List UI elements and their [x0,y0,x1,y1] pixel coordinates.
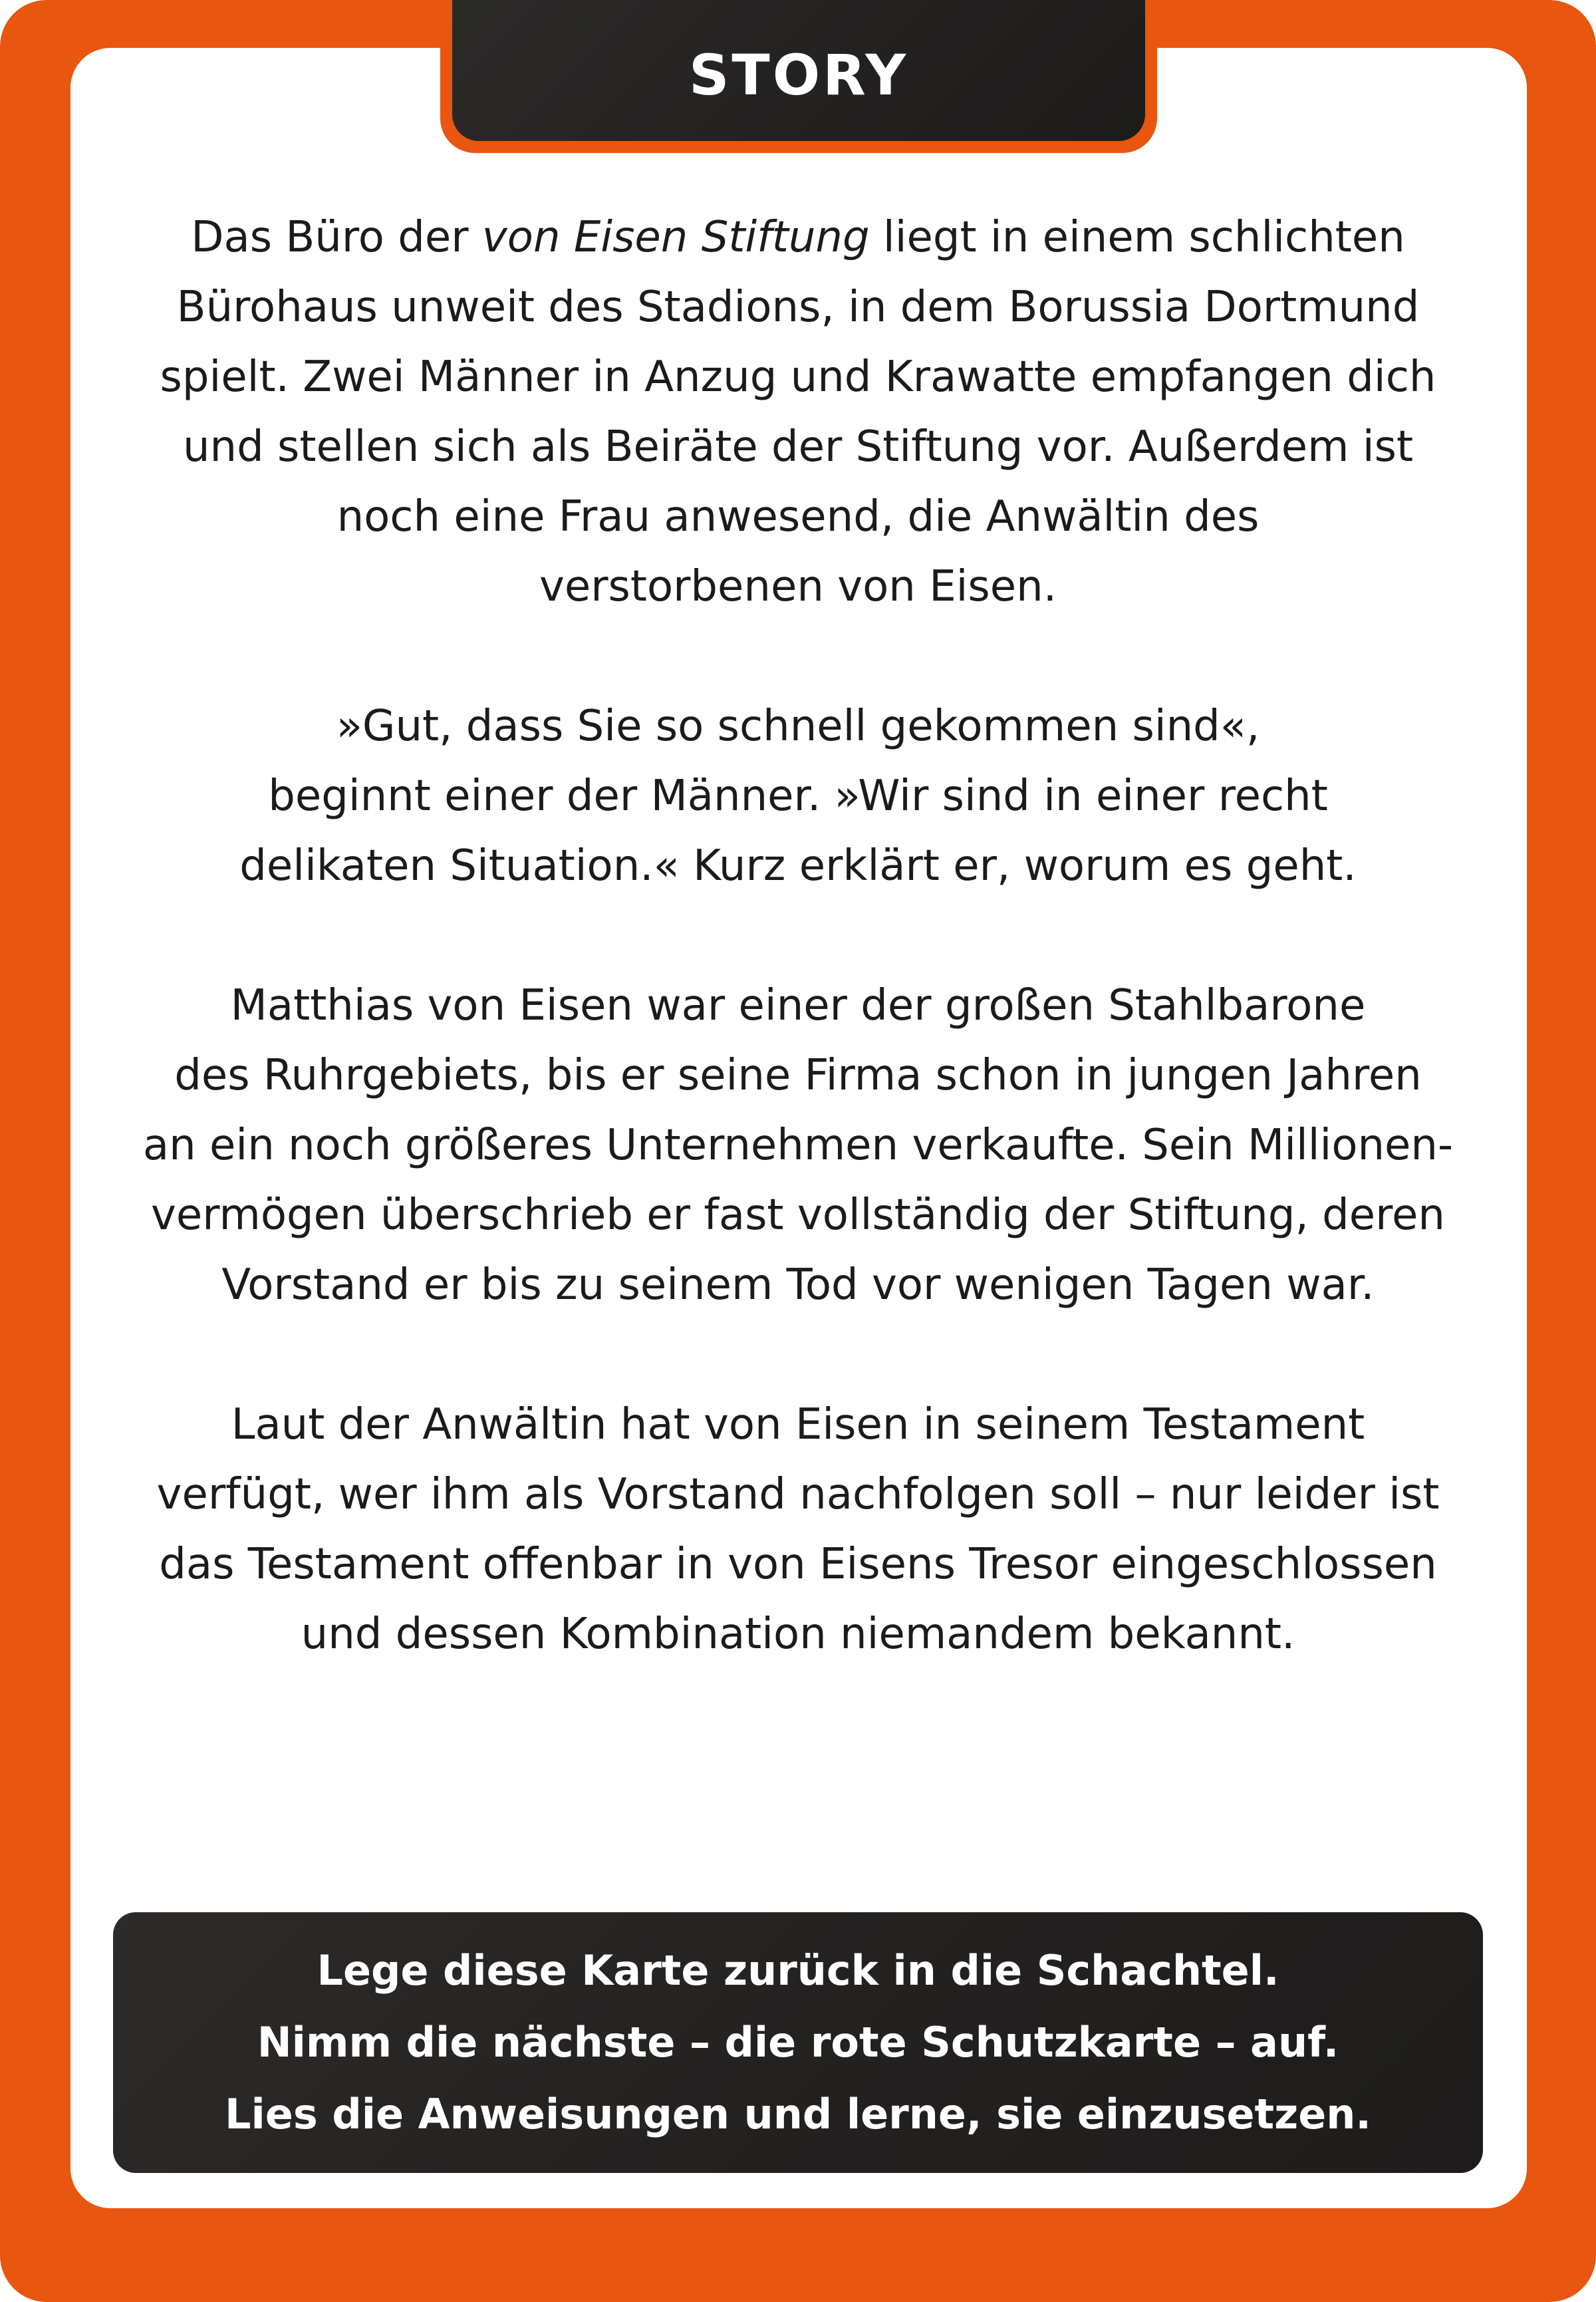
story-line: Bürohaus unweit des Stadions, in dem Borussia Dortmund [176,283,1420,332]
story-line: Das Büro der von Eisen Stiftung liegt in einem schlichten [191,213,1405,262]
story-line: beginnt einer der Männer. »Wir sind in einer recht [268,772,1328,821]
title-tab-inner [452,0,1145,141]
instruction-line: Nimm die nächste – die rote Schutzkarte – auf. [257,2018,1339,2067]
story-line: verstorbenen von Eisen. [539,562,1057,611]
story-line: delikaten Situation.« Kurz erklärt er, worum es geht. [239,841,1357,891]
instruction-line: Lies die Anweisungen und lerne, sie einzusetzen. [225,2090,1371,2138]
foundation-name: von Eisen Stiftung [481,213,870,262]
story-line: das Testament offenbar in von Eisens Tresor eingeschlossen [159,1540,1437,1589]
title-tab [440,0,1157,153]
story-line: und stellen sich als Beiräte der Stiftung vor. Außerdem ist [182,422,1414,472]
instruction-box [113,1912,1483,2173]
story-paragraph-1 [106,203,1490,622]
story-line: an ein noch größeres Unternehmen verkaufte. Sein Millionen- [142,1121,1454,1170]
story-line: vermögen überschrieb er fast vollständig der Stiftung, deren [151,1191,1445,1240]
story-text [106,203,1490,1669]
story-line: noch eine Frau anwesend, die Anwältin des [336,492,1260,541]
story-line: Vorstand er bis zu seinem Tod vor wenigen Tagen war. [221,1260,1375,1310]
story-line: Matthias von Eisen war einer der großen Stahlbarone [230,981,1366,1030]
card-title: STORY [688,43,909,108]
story-paragraph-4 [106,1390,1490,1669]
story-line: des Ruhrgebiets, bis er seine Firma schon in jungen Jahren [174,1051,1422,1100]
story-line: spielt. Zwei Männer in Anzug und Krawatte empfangen dich [160,353,1436,402]
story-paragraph-3 [106,971,1490,1320]
instruction-line: Lege diese Karte zurück in die Schachtel. [317,1946,1279,1995]
story-line: »Gut, dass Sie so schnell gekommen sind«, [336,702,1260,751]
story-line: verfügt, wer ihm als Vorstand nachfolgen soll – nur leider ist [156,1470,1440,1519]
story-paragraph-2 [106,692,1490,901]
story-line: und dessen Kombination niemandem bekannt. [301,1610,1295,1659]
story-line: Laut der Anwältin hat von Eisen in seinem Testament [231,1400,1365,1449]
